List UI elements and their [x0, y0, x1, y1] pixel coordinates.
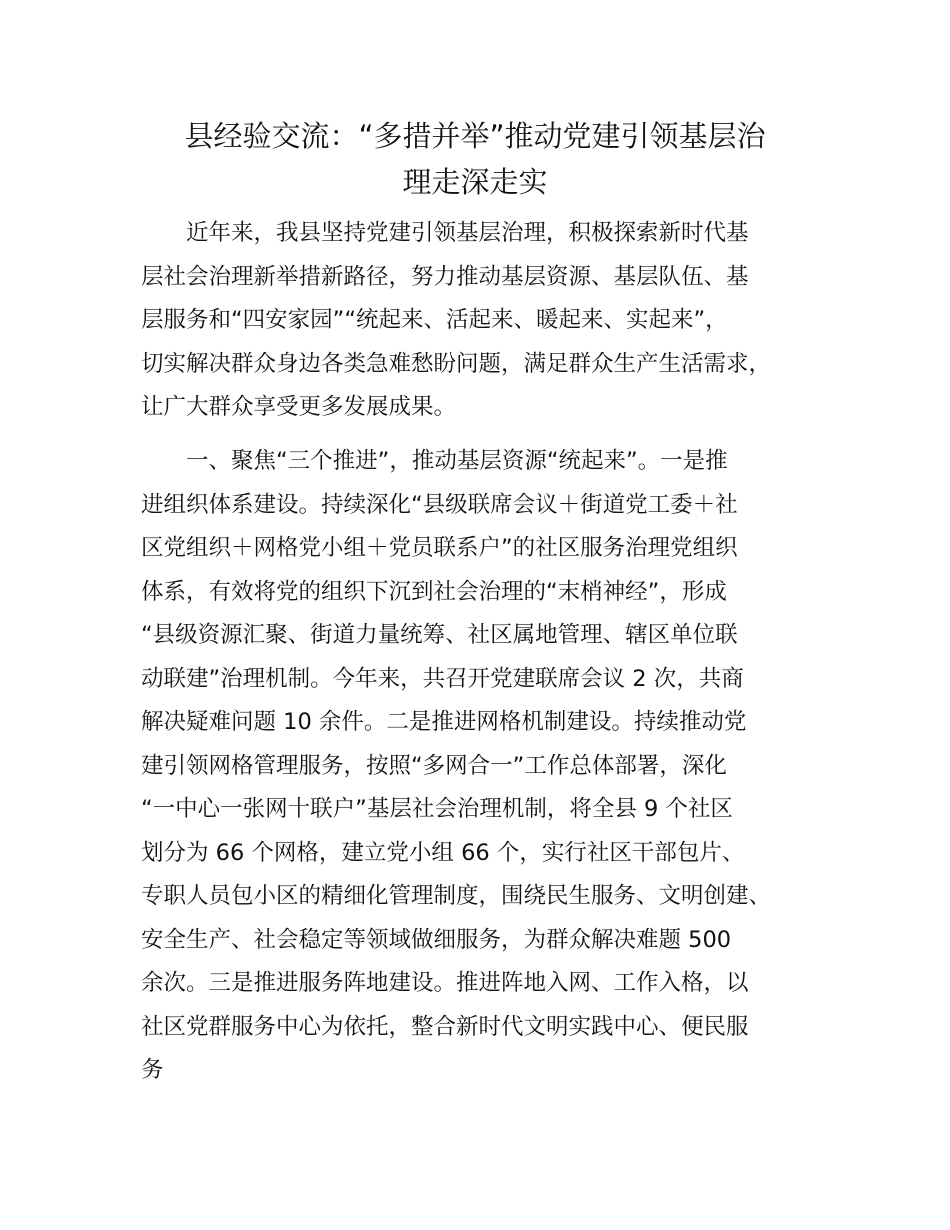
text-line: 划分为 66 个网格，建立党小组 66 个，实行社区干部包片、	[141, 839, 745, 866]
document-title	[140, 113, 810, 205]
text-line: 切实解决群众身边各类急难愁盼问题，满足群众生产生活需求，	[141, 350, 772, 377]
text-line: “一中心一张网十联户”基层社会治理机制，将全县 9 个社区	[141, 796, 733, 822]
section-one-paragraph	[141, 440, 841, 1093]
text-line: 余次。三是推进服务阵地建设。推进阵地入网、工作入格，以	[141, 970, 749, 996]
text-line: 社区党群服务中心为依托，整合新时代文明实践中心、便民服	[141, 1013, 749, 1040]
title-line: 县经验交流：“多措并举”推动党建引领基层治	[184, 119, 766, 153]
text-line: 务	[141, 1057, 164, 1083]
text-line: 层服务和“四安家园”“统起来、活起来、暖起来、实起来”，	[141, 307, 728, 333]
text-line: 专职人员包小区的精细化管理制度，围绕民生服务、文明创建、	[141, 883, 772, 909]
text-line: 动联建”治理机制。今年来，共召开党建联席会议 2 次，共商	[141, 665, 744, 692]
text-line: “县级资源汇聚、街道力量统筹、社区属地管理、辖区单位联	[141, 622, 738, 648]
intro-paragraph	[141, 212, 841, 430]
text-line: 进组织体系建设。持续深化“县级联席会议＋街道党工委＋社	[141, 491, 738, 518]
title-line: 理走深走实	[402, 165, 548, 199]
text-line: 让广大群众享受更多发展成果。	[141, 394, 457, 420]
text-line: 近年来，我县坚持党建引领基层治理，积极探索新时代基	[141, 220, 749, 246]
text-line: 层社会治理新举措新路径，努力推动基层资源、基层队伍、基	[141, 263, 749, 290]
text-line: 区党组织＋网格党小组＋党员联系户”的社区服务治理党组织	[141, 535, 738, 561]
text-line: 体系，有效将党的组织下沉到社会治理的“末梢神经”，形成	[141, 578, 727, 605]
text-line: 一、聚焦“三个推进”，推动基层资源“统起来”。一是推	[141, 448, 728, 474]
text-line: 解决疑难问题 10 余件。二是推进网格机制建设。持续推动党	[141, 709, 747, 735]
text-line: 安全生产、社会稳定等领域做细服务，为群众解决难题 500	[141, 926, 732, 953]
text-line: 建引领网格管理服务，按照“多网合一”工作总体部署，深化	[141, 752, 727, 779]
